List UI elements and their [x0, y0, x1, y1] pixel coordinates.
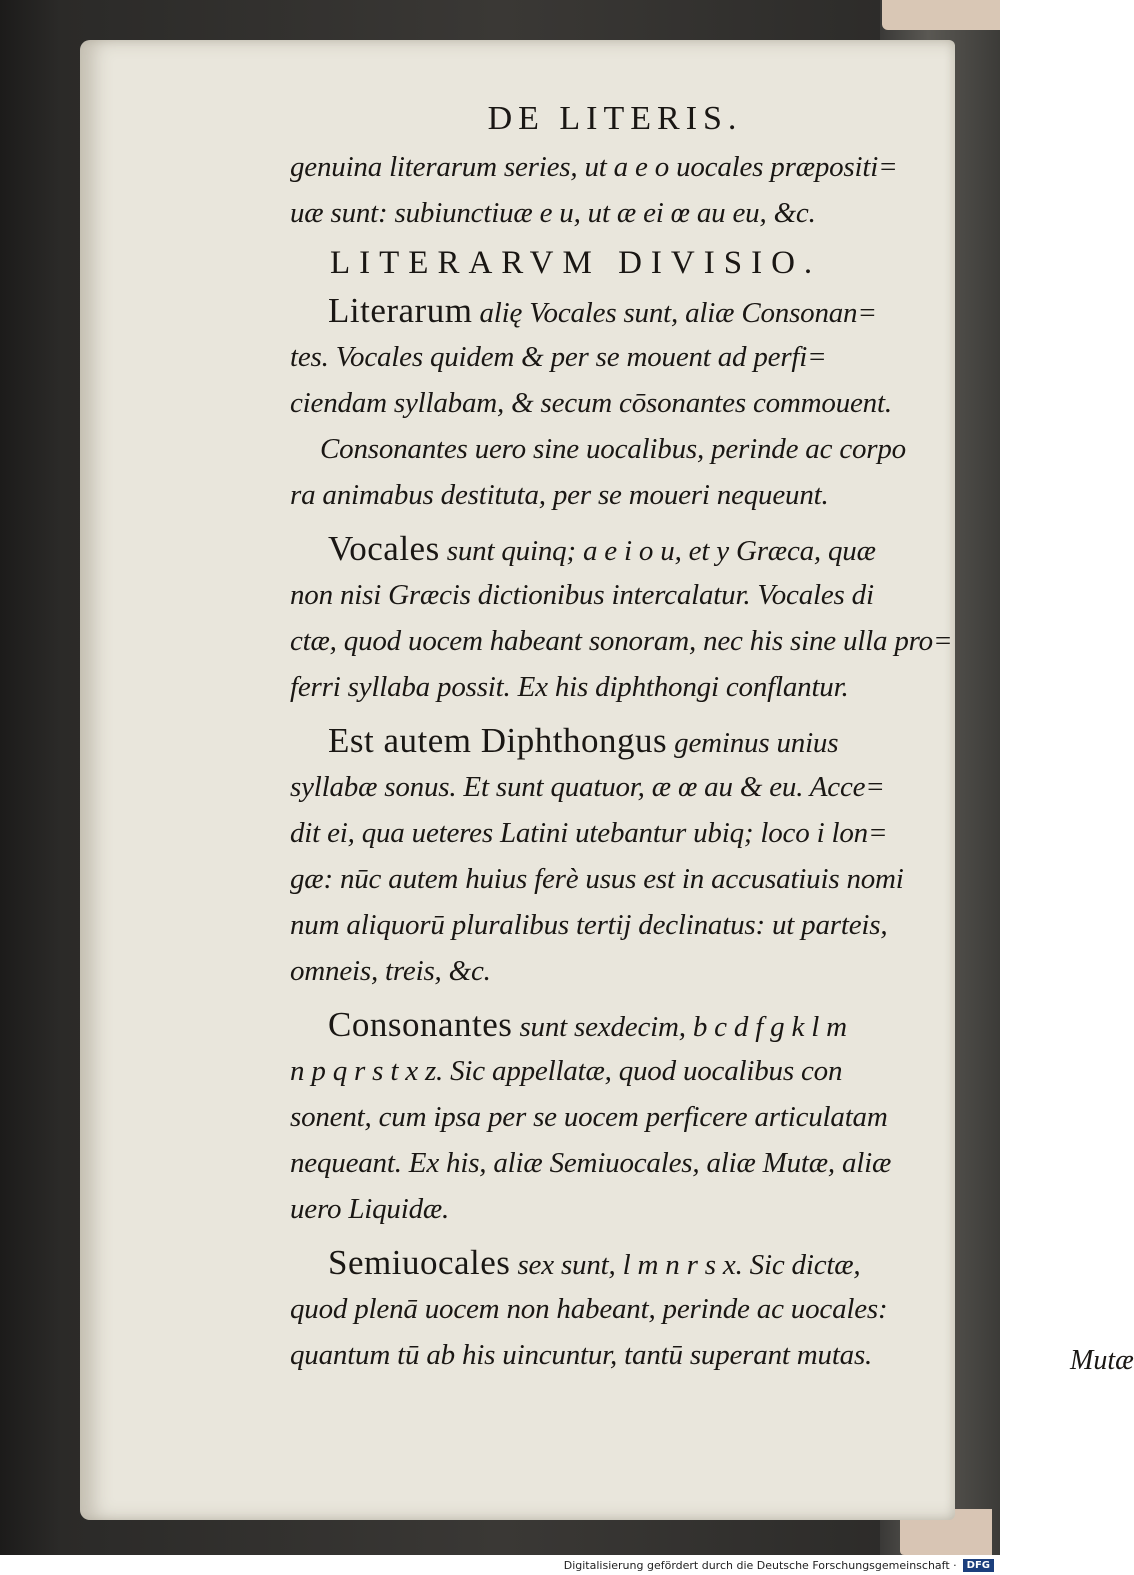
footer-credit: Digitalisierung gefördert durch die Deutsche Forschungsgemeinschaft · — [563, 1558, 957, 1572]
text-line: nequeant. Ex his, aliæ Semiuocales, aliæ Mutæ, aliæ — [290, 1147, 892, 1179]
text-line — [290, 288, 940, 334]
lead-word: Consonantes — [328, 1005, 513, 1044]
page-tab-top — [882, 0, 1000, 30]
text-line: genuina literarum series, ut a e o uocales præpositi= — [290, 151, 898, 183]
page-text-block — [290, 100, 1134, 1378]
paragraph-literarum — [290, 288, 940, 518]
text-line: ra animabus destituta, per se moueri nequeunt. — [290, 479, 829, 511]
text-line — [290, 1240, 940, 1286]
running-head: DE LITERIS. — [487, 100, 743, 137]
dfg-logo-icon: DFG — [963, 1559, 994, 1572]
lead-word: Literarum — [328, 291, 473, 330]
paragraph-consonantes — [290, 1002, 940, 1232]
paragraph-semiuocales — [290, 1240, 940, 1378]
text-line: uæ sunt: subiunctiuæ e u, ut æ ei œ au eu, &c. — [290, 197, 816, 229]
text-line: quantum tū ab his uincuntur, tantū superant mutas. — [290, 1339, 873, 1371]
text-line: num aliquorū pluralibus tertij declinatus: ut parteis, — [290, 909, 888, 941]
text-line: quod plenā uocem non habeant, perinde ac uocales: — [290, 1293, 888, 1325]
paragraph-diphthongus — [290, 718, 940, 994]
line-text: sunt quinq; a e i o u, et y Græca, quæ — [446, 535, 876, 567]
text-line: ctæ, quod uocem habeant sonoram, nec his sine ulla pro= — [290, 625, 953, 657]
text-line: ferri syllaba possit. Ex his diphthongi conflantur. — [290, 671, 849, 703]
text-line: sonent, cum ipsa per se uocem perficere articulatam — [290, 1101, 888, 1133]
text-line: tes. Vocales quidem & per se mouent ad perfi= — [290, 341, 827, 373]
line-text: alię Vocales sunt, aliæ Consonan= — [479, 297, 877, 329]
paragraph-vocales — [290, 526, 953, 710]
text-line: omneis, treis, &c. — [290, 955, 491, 987]
text-line: non nisi Græcis dictionibus intercalatur. Vocales di — [290, 579, 874, 611]
text-line — [290, 718, 940, 764]
text-line: n p q r s t x z. Sic appellatæ, quod uocalibus con — [290, 1055, 843, 1087]
text-line — [290, 526, 940, 572]
line-text: geminus unius — [674, 727, 839, 759]
section-heading: LITERARVM DIVISIO. — [330, 245, 822, 281]
lead-word: Vocales — [328, 529, 440, 568]
text-line: gæ: nūc autem huius ferè usus est in accusatiuis nomi — [290, 863, 904, 895]
book-page — [80, 40, 1134, 1520]
text-line: uero Liquidæ. — [290, 1193, 450, 1225]
text-line: Consonantes uero sine uocalibus, perinde ac corpo — [320, 433, 906, 465]
catchword: Mutæ — [1070, 1345, 1134, 1376]
digitization-footer — [0, 1555, 1000, 1575]
text-line — [290, 1002, 940, 1048]
lead-word: Est autem Diphthongus — [328, 721, 668, 760]
lead-word: Semiuocales — [328, 1243, 511, 1282]
line-text: sex sunt, l m n r s x. Sic dictæ, — [517, 1249, 861, 1281]
line-text: sunt sexdecim, b c d f g k l m — [519, 1011, 847, 1043]
text-line: syllabæ sonus. Et sunt quatuor, æ œ au & eu. Acce= — [290, 771, 885, 803]
text-line: dit ei, qua ueteres Latini utebantur ubiq; loco i lon= — [290, 817, 888, 849]
text-line: ciendam syllabam, & secum cōsonantes commouent. — [290, 387, 892, 419]
